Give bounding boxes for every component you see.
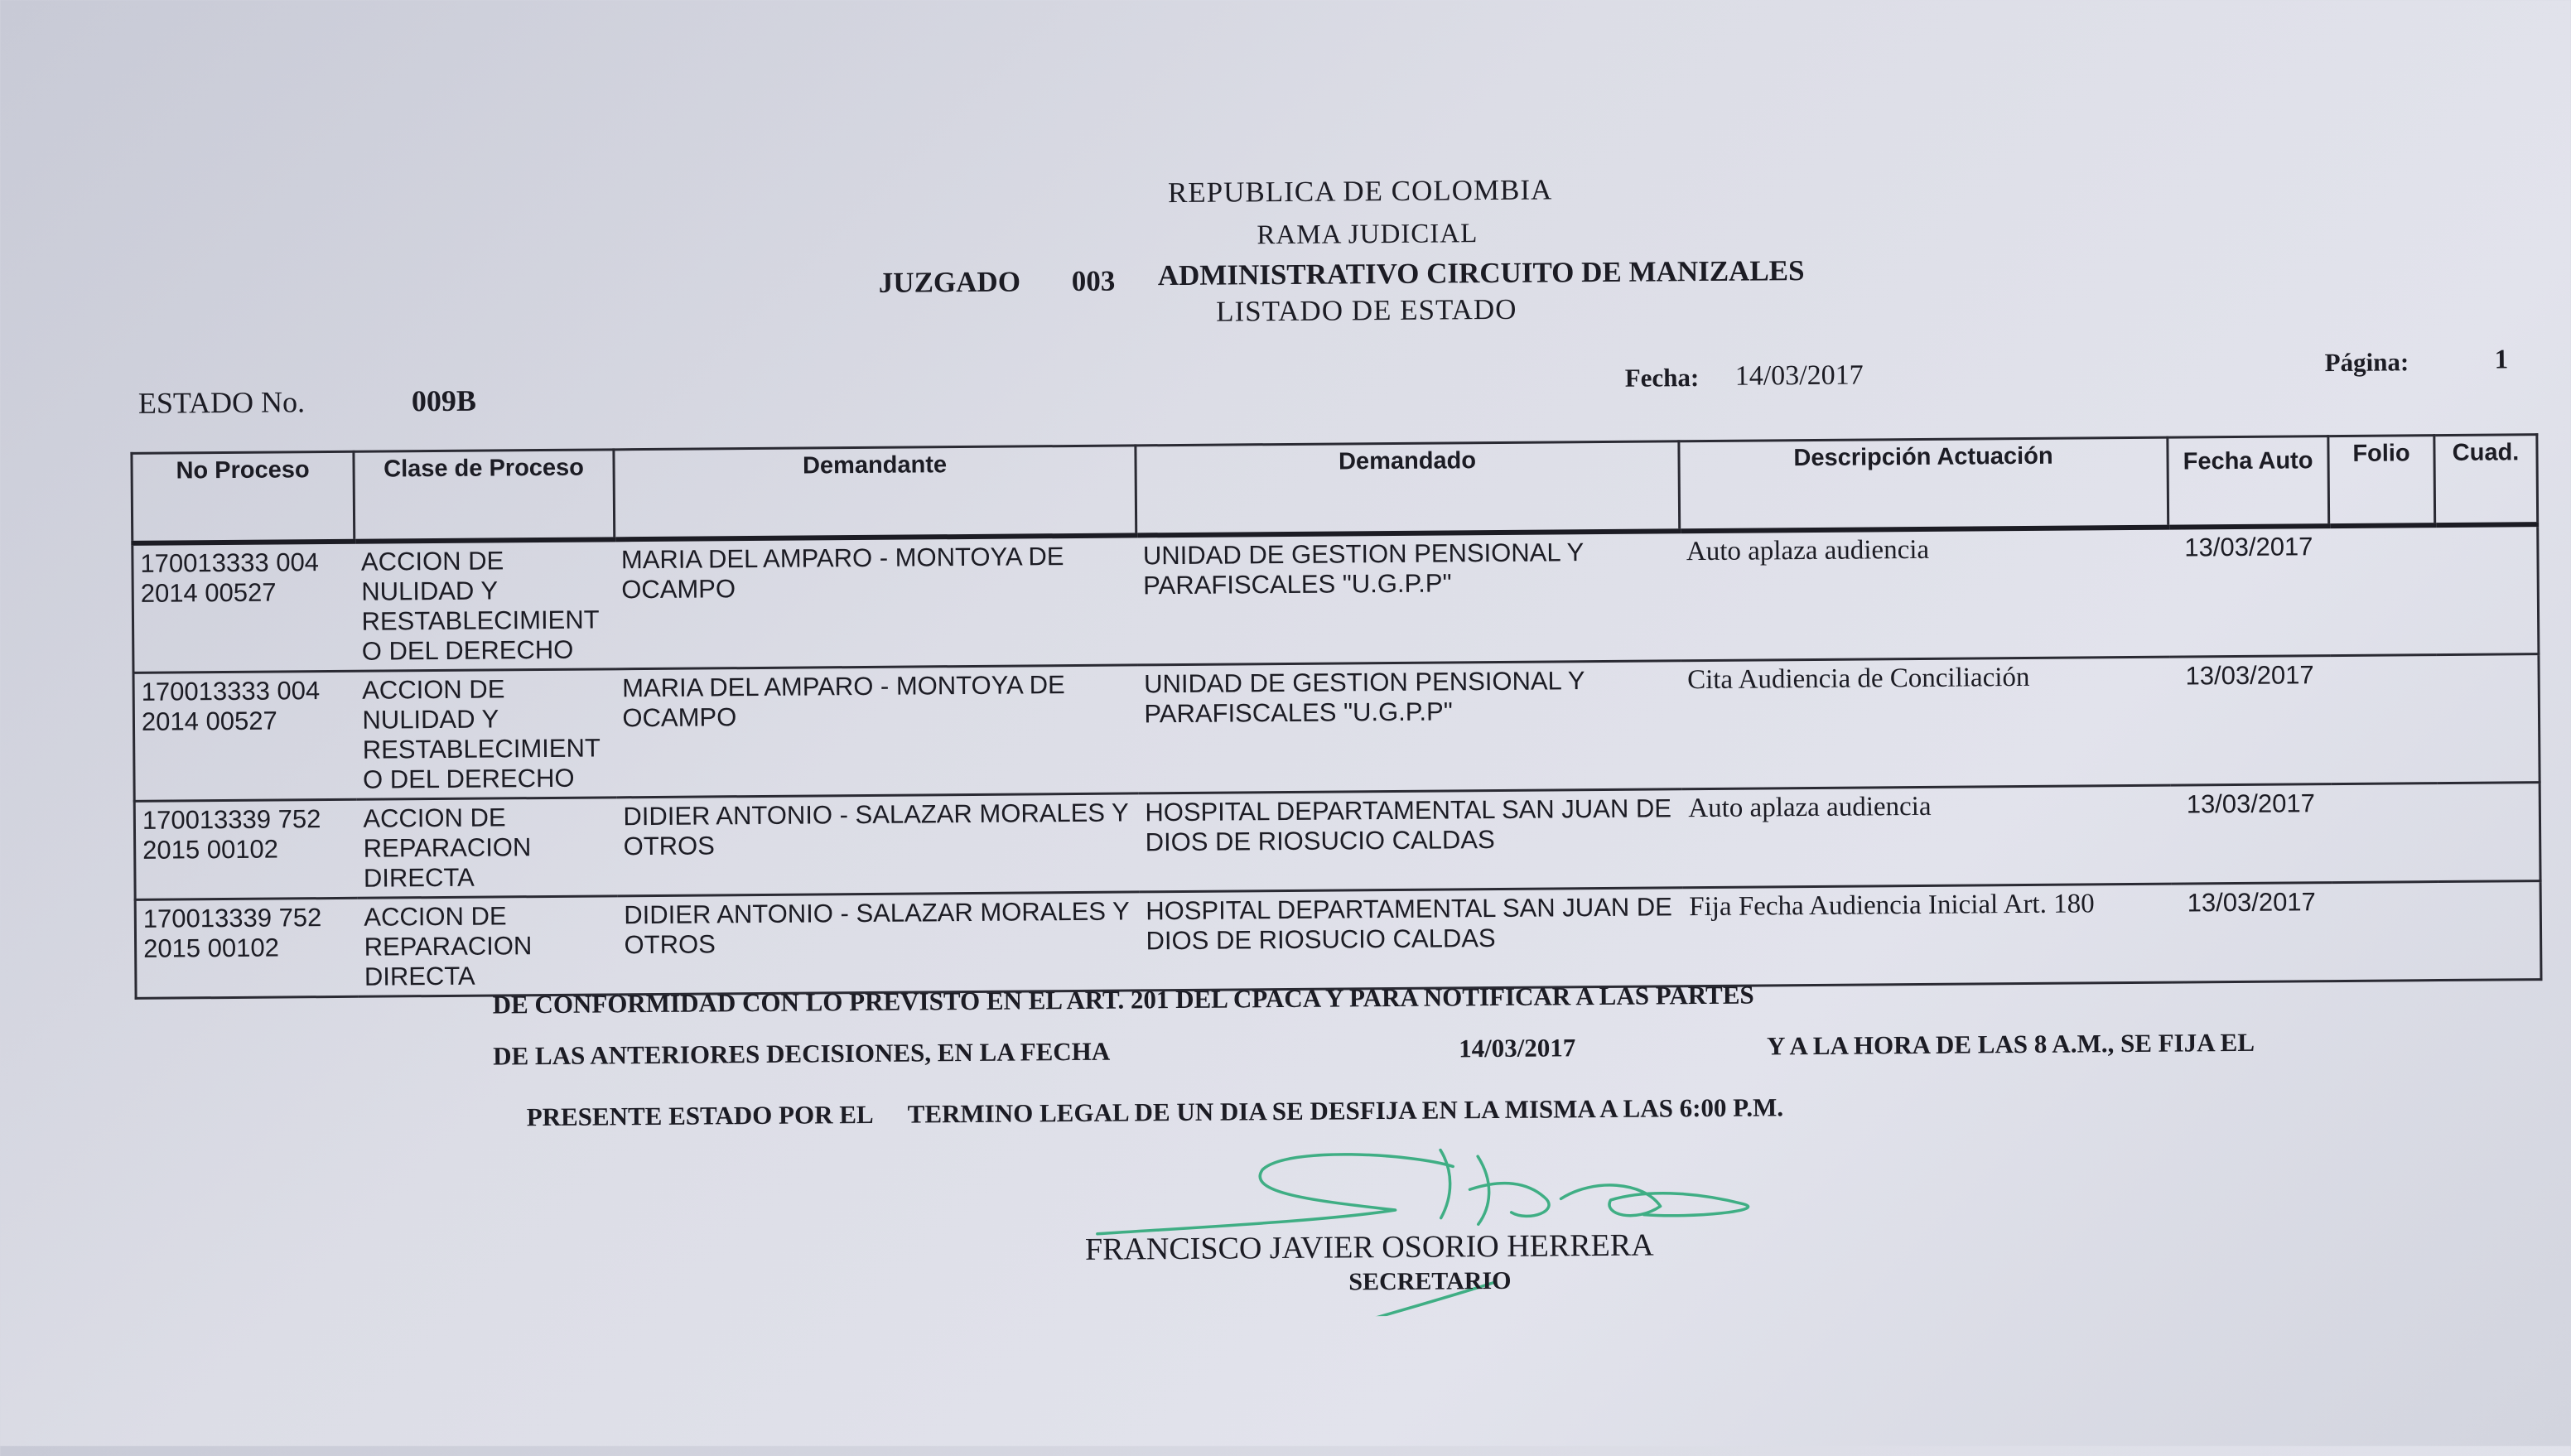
header-republica: REPUBLICA DE COLOMBIA — [1167, 173, 1553, 210]
estado-value: 009B — [411, 383, 477, 418]
cell-descripcion: Auto aplaza audiencia — [1680, 528, 2169, 661]
pagina-label: Página: — [2324, 347, 2409, 378]
cell-cuad — [2438, 881, 2541, 981]
estado-label: ESTADO No. — [137, 385, 306, 420]
cell-descripcion: Auto aplaza audiencia — [1681, 785, 2171, 888]
cell-folio — [2331, 783, 2438, 883]
cell-fecha: 13/03/2017 — [2168, 526, 2330, 657]
signature-title: SECRETARIO — [1348, 1266, 1512, 1296]
cell-folio — [2329, 525, 2436, 656]
signature-name: FRANCISCO JAVIER OSORIO HERRERA — [1084, 1227, 1654, 1267]
cell-proceso: 170013339 752 2015 00102 — [135, 898, 358, 998]
cell-cuad — [2437, 783, 2540, 882]
table-row — [135, 881, 2541, 999]
cell-fecha: 13/03/2017 — [2170, 784, 2332, 885]
col-proceso-header: No Proceso — [132, 451, 355, 543]
footer-line-1: DE CONFORMIDAD CON LO PREVISTO EN EL ART. 201 DEL CPACA Y PARA NOTIFICAR A LAS PARTES — [492, 980, 1754, 1020]
table-row — [133, 524, 2539, 673]
cell-clase: ACCION DE REPARACION DIRECTA — [357, 896, 618, 996]
header-listado: LISTADO DE ESTADO — [1215, 292, 1517, 328]
table-row — [134, 783, 2540, 900]
cell-proceso: 170013333 004 2014 00527 — [133, 542, 355, 673]
cell-clase: ACCION DE REPARACION DIRECTA — [356, 798, 617, 898]
cell-proceso: 170013333 004 2014 00527 — [133, 671, 356, 801]
col-fecha-header: Fecha Auto — [2168, 436, 2329, 528]
fecha-value: 14/03/2017 — [1734, 359, 1864, 392]
cell-demandado: HOSPITAL DEPARTAMENTAL SAN JUAN DE DIOS DE RIOSUCIO CALDAS — [1138, 789, 1682, 892]
cell-folio — [2332, 882, 2438, 981]
cell-fecha: 13/03/2017 — [2169, 656, 2331, 786]
header-juzgado-label: JUZGADO — [878, 265, 1021, 299]
cell-demandado: UNIDAD DE GESTION PENSIONAL Y PARAFISCALES "U.G.P.P" — [1136, 531, 1681, 665]
cell-clase: ACCION DE NULIDAD Y RESTABLECIMIENT O DEL DERECHO — [355, 539, 615, 671]
cell-demandante: MARIA DEL AMPARO - MONTOYA DE OCAMPO — [615, 665, 1138, 798]
col-descripcion-header: Descripción Actuación — [1679, 437, 2168, 531]
footer-line-2a: DE LAS ANTERIORES DECISIONES, EN LA FECHA — [493, 1036, 1111, 1071]
estado-table — [130, 433, 2542, 1000]
cell-folio — [2330, 655, 2437, 784]
cell-descripcion: Cita Audiencia de Conciliación — [1681, 657, 2170, 789]
cell-demandante: DIDIER ANTONIO - SALAZAR MORALES Y OTROS — [616, 793, 1139, 896]
footer-line-3a: PRESENTE ESTADO POR EL — [526, 1099, 874, 1132]
cell-cuad — [2436, 654, 2540, 783]
cell-cuad — [2435, 524, 2539, 654]
footer-line-2b: Y A LA HORA DE LAS 8 A.M., SE FIJA EL — [1766, 1027, 2255, 1061]
header-juzgado-name: ADMINISTRATIVO CIRCUITO DE MANIZALES — [1157, 254, 1805, 292]
pagina-value: 1 — [2494, 345, 2509, 375]
cell-demandante: DIDIER ANTONIO - SALAZAR MORALES Y OTROS — [617, 892, 1140, 995]
cell-demandante: MARIA DEL AMPARO - MONTOYA DE OCAMPO — [615, 535, 1137, 668]
footer-line-3b: TERMINO LEGAL DE UN DIA SE DESFIJA EN LA MISMA A LAS 6:00 P.M. — [907, 1092, 1784, 1129]
cell-demandado: UNIDAD DE GESTION PENSIONAL Y PARAFISCALES "U.G.P.P" — [1137, 661, 1681, 793]
footer-line-2-date: 14/03/2017 — [1458, 1033, 1576, 1063]
cell-descripcion: Fija Fecha Audiencia Inicial Art. 180 — [1682, 884, 2172, 986]
header-juzgado-number: 003 — [1071, 264, 1116, 297]
col-cuad-header: Cuad. — [2434, 435, 2538, 525]
table-row — [133, 654, 2540, 802]
col-clase-header: Clase de Proceso — [354, 450, 615, 542]
col-demandado-header: Demandado — [1136, 441, 1680, 536]
cell-clase: ACCION DE NULIDAD Y RESTABLECIMIENT O DEL DERECHO — [355, 669, 616, 799]
header-rama: RAMA JUDICIAL — [1257, 219, 1478, 251]
cell-demandado: HOSPITAL DEPARTAMENTAL SAN JUAN DE DIOS DE RIOSUCIO CALDAS — [1139, 888, 1683, 991]
col-folio-header: Folio — [2328, 436, 2435, 527]
cell-fecha: 13/03/2017 — [2171, 883, 2332, 983]
signature-block — [1064, 1131, 1852, 1319]
cell-proceso: 170013339 752 2015 00102 — [134, 799, 357, 899]
fecha-label: Fecha: — [1624, 363, 1700, 393]
col-demandante-header: Demandante — [614, 446, 1136, 539]
